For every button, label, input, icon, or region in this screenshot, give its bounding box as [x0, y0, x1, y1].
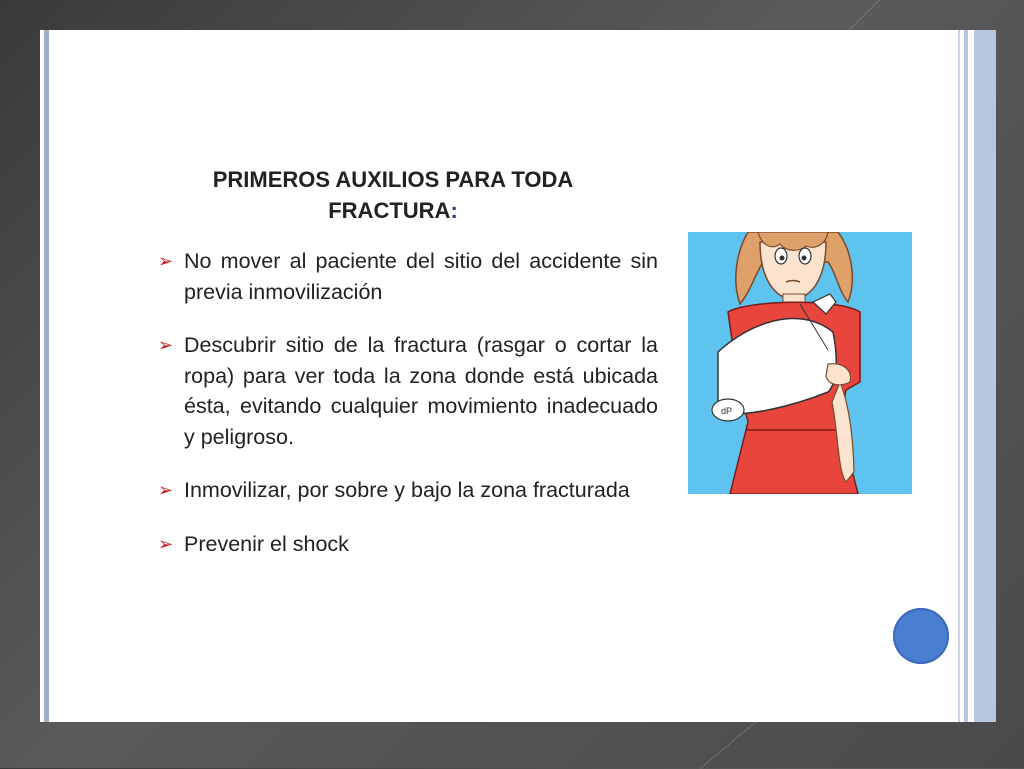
bullet-arrow-icon: ➢: [158, 335, 174, 355]
pupil-shape: [802, 256, 807, 261]
slide-title-colon: :: [450, 198, 458, 223]
bullet-item: [158, 475, 658, 506]
bullet-text: Prevenir el shock: [184, 531, 349, 556]
right-frame-bar: [974, 30, 996, 722]
bullet-text: Descubrir sitio de la fractura (rasgar o cortar la ropa) para ver toda la zona donde está ubicada ésta, evitando cualquier movimiento inadecuado y peligroso.: [184, 333, 658, 449]
cast-text: dP: [721, 406, 733, 416]
left-rule: [44, 30, 49, 722]
bullet-text: No mover al paciente del sitio del accidente sin previa inmovilización: [184, 249, 658, 304]
bullet-arrow-icon: ➢: [158, 480, 174, 500]
right-frame-line: [964, 30, 968, 722]
bullet-arrow-icon: ➢: [158, 251, 174, 271]
slide: [40, 30, 996, 722]
bullet-list: [158, 246, 658, 582]
bullet-item: [158, 529, 658, 560]
bullet-arrow-icon: ➢: [158, 533, 174, 554]
arm-sling-illustration: [688, 232, 912, 494]
right-frame-line: [958, 30, 960, 722]
slide-title-text: PRIMEROS AUXILIOS PARA TODA FRACTURA: [212, 167, 574, 223]
decorative-circle: [893, 608, 949, 664]
bullet-text: Inmovilizar, por sobre y bajo la zona fracturada: [184, 478, 630, 502]
bullet-item: [158, 330, 658, 452]
slide-title: [158, 164, 628, 226]
bullet-item: [158, 246, 658, 307]
pupil-shape: [780, 256, 785, 261]
